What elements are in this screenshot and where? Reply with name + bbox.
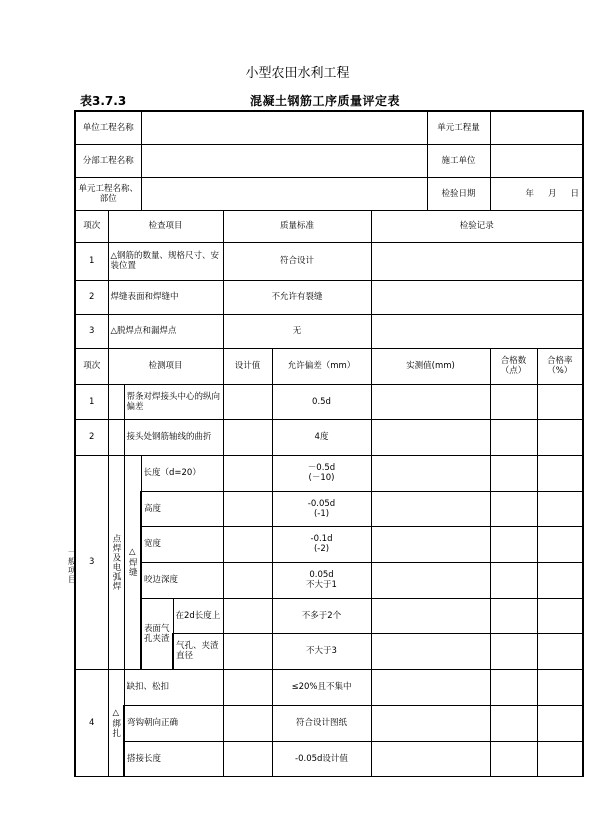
measure-row-no: 3 [75,455,108,669]
measure-row-item: 在2d长度上 [173,598,223,633]
side-note: 一般项目 [68,548,76,584]
pass-count-cell[interactable] [490,705,537,741]
main-col-standard: 质量标准 [223,210,371,242]
measure-col-pass-rate: 合格率（%） [537,348,583,384]
element-name-label: 单元工程名称、部位 [75,177,141,210]
pass-rate-cell[interactable] [537,598,583,633]
measure-col-no: 项次 [75,348,108,384]
weld-subgroup-label: △焊缝 [124,455,141,669]
main-col-no: 项次 [75,210,108,242]
main-item-row [75,242,583,280]
design-value-cell[interactable] [223,633,272,669]
table-title: 混凝土钢筋工序质量评定表 [250,94,401,108]
pass-rate-cell[interactable] [537,633,583,669]
tolerance-line-2: (－10) [308,473,335,483]
design-value-cell[interactable] [223,562,272,598]
measure-row [75,562,583,598]
design-value-cell[interactable] [223,705,272,741]
contractor-label: 施工单位 [427,144,490,177]
info-row-element [75,177,583,210]
main-item-name: 焊缝表面和焊缝中 [108,280,223,314]
measured-value-cell[interactable] [371,455,490,491]
inspect-date-value[interactable] [490,177,583,210]
main-col-record: 检验记录 [371,210,583,242]
measure-row-tolerance: -0.05d设计值 [272,741,371,776]
element-name-value[interactable] [141,177,427,210]
measured-value-cell[interactable] [371,491,490,526]
measured-value-cell[interactable] [371,419,490,455]
main-item-record[interactable] [371,242,583,280]
pass-rate-cell[interactable] [537,455,583,491]
measure-row-tolerance: 不多于2个 [272,598,371,633]
measure-row [75,419,583,455]
main-item-record[interactable] [371,314,583,348]
design-value-cell[interactable] [223,491,272,526]
pass-rate-cell[interactable] [537,526,583,562]
design-value-cell[interactable] [223,741,272,776]
measure-row-no: 4 [75,669,108,776]
date-year: 年 [525,188,534,199]
measure-col-pass-count: 合格数（点） [490,348,537,384]
measure-row-item: 缺扣、松扣 [124,669,223,705]
measure-row-tolerance [272,562,371,598]
measure-col-tolerance: 允许偏差（mm） [272,348,371,384]
pass-count-cell[interactable] [490,526,537,562]
measured-value-cell[interactable] [371,741,490,776]
main-item-standard: 无 [223,314,371,348]
quality-assessment-table [74,110,584,777]
date-day: 日 [570,188,580,199]
measure-row-item: 高度 [141,491,223,526]
subsection-value[interactable] [141,144,427,177]
date-month: 月 [547,188,557,199]
measure-row [75,526,583,562]
project-type-title: 小型农田水利工程 [245,66,350,81]
measure-row [75,491,583,526]
tolerance-line-2: (-2) [313,544,330,554]
measure-row-item: 长度（d=20） [141,455,223,491]
pass-count-cell[interactable] [490,633,537,669]
tolerance-line-2: (-1) [313,508,330,519]
main-item-record[interactable] [371,280,583,314]
main-item-name: △钢筋的数量、规格尺寸、安装位置 [108,242,223,280]
blank-cell [108,384,124,419]
measure-row-tolerance [272,455,371,491]
pass-count-cell[interactable] [490,562,537,598]
main-item-no: 3 [75,314,108,348]
measure-row-item: 搭接长度 [124,741,223,776]
measure-row [75,455,583,491]
tolerance-line-1: -0.05d [307,498,336,509]
element-project-label: 单元工程量 [427,111,490,144]
main-item-no: 2 [75,280,108,314]
unit-project-name-label: 单位工程名称 [75,111,141,144]
measure-row-tolerance: 0.5d [272,384,371,419]
measure-col-item: 检测项目 [108,348,223,384]
pass-rate-cell[interactable] [537,384,583,419]
measure-row-tolerance: 4度 [272,419,371,455]
measure-row [75,705,583,741]
measure-col-measured: 实测值(mm) [371,348,490,384]
blank-cell [108,419,124,455]
pass-count-cell[interactable] [490,384,537,419]
measure-row [75,669,583,705]
pass-rate-cell[interactable] [537,491,583,526]
weld-group-label: 点焊及电弧焊 [108,455,124,669]
pass-count-cell[interactable] [490,491,537,526]
main-item-row [75,280,583,314]
measure-row-item: 帮条对焊接头中心的纵向偏差 [124,384,223,419]
pass-rate-cell[interactable] [537,562,583,598]
pore-label: 表面气孔夹渣 [141,598,173,669]
design-value-cell[interactable] [223,419,272,455]
measure-row-tolerance: 符合设计图纸 [272,705,371,741]
table-number: 表3.7.3 [80,94,127,108]
measured-value-cell[interactable] [371,669,490,705]
pass-rate-cell[interactable] [537,419,583,455]
main-item-name: △脱焊点和漏焊点 [108,314,223,348]
measure-row-item: 咬边深度 [141,562,223,598]
measure-row-item: 气孔、夹渣直径 [173,633,223,669]
measure-row [75,741,583,776]
measured-value-cell[interactable] [371,562,490,598]
unit-project-name-value[interactable] [141,111,427,144]
main-item-row [75,314,583,348]
pass-count-cell[interactable] [490,598,537,633]
measured-value-cell[interactable] [371,705,490,741]
tolerance-line-1: 0.05d [309,570,334,580]
main-col-item: 检查项目 [108,210,223,242]
element-project-value[interactable] [490,111,583,144]
measure-col-design: 设计值 [223,348,272,384]
measure-row-tolerance: ≤20%且不集中 [272,669,371,705]
main-item-no: 1 [75,242,108,280]
measure-row-no: 2 [75,419,108,455]
design-value-cell[interactable] [223,384,272,419]
measure-row-tolerance [272,526,371,562]
measure-row-item: 弯钩朝向正确 [124,705,223,741]
main-item-standard: 不允许有裂缝 [223,280,371,314]
pass-count-cell[interactable] [490,741,537,776]
measure-row-item: 宽度 [141,526,223,562]
info-row-unit [75,111,583,144]
pass-rate-cell[interactable] [537,669,583,705]
design-value-cell[interactable] [223,455,272,491]
measured-value-cell[interactable] [371,598,490,633]
design-value-cell[interactable] [223,526,272,562]
info-row-subsection [75,144,583,177]
design-value-cell[interactable] [223,669,272,705]
pass-count-cell[interactable] [490,455,537,491]
measured-value-cell[interactable] [371,384,490,419]
measured-value-cell[interactable] [371,633,490,669]
tolerance-line-2: 不大于1 [306,580,337,590]
measure-row-tolerance: 不大于3 [272,633,371,669]
main-item-standard: 符合设计 [223,242,371,280]
measure-row-tolerance [272,491,371,526]
design-value-cell[interactable] [223,598,272,633]
pass-rate-cell[interactable] [537,741,583,776]
tolerance-line-1: －0.5d [307,463,336,473]
pass-count-cell[interactable] [490,419,537,455]
measure-row [75,598,583,633]
measured-value-cell[interactable] [371,526,490,562]
binding-group-label: △绑扎 [108,669,124,776]
inspect-date-label: 检验日期 [427,177,490,210]
tolerance-line-1: -0.1d [310,534,333,544]
pass-count-cell[interactable] [490,669,537,705]
measure-header [75,348,583,384]
subsection-label: 分部工程名称 [75,144,141,177]
measure-row-item: 接头处钢筋轴线的曲折 [124,419,223,455]
pass-rate-cell[interactable] [537,705,583,741]
main-items-header [75,210,583,242]
contractor-value[interactable] [490,144,583,177]
measure-row-no: 1 [75,384,108,419]
measure-row [75,384,583,419]
